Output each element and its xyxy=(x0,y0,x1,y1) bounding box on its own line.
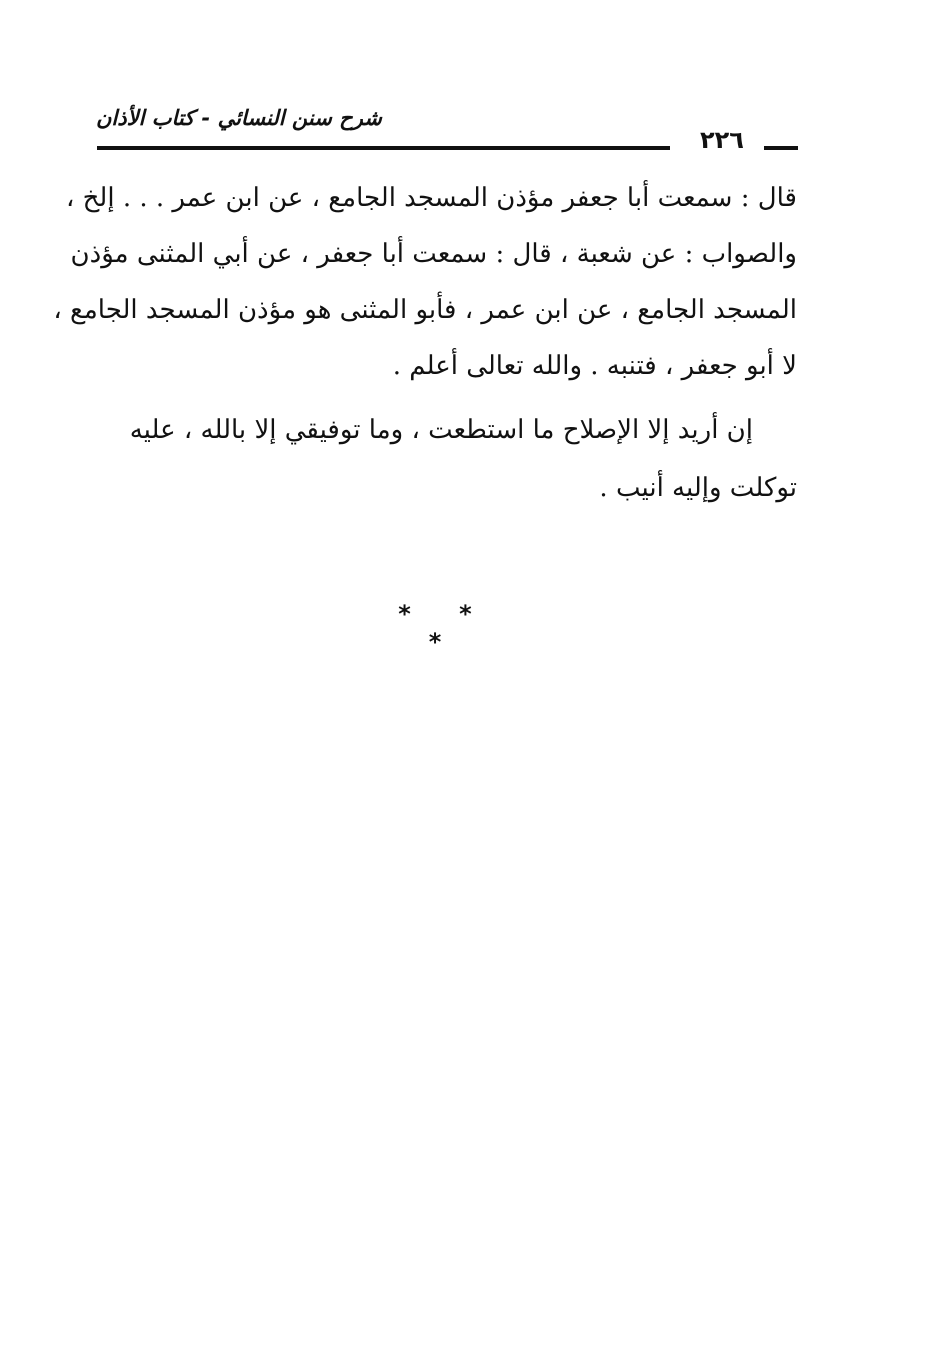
paragraph-line: والصواب : عن شعبة ، قال : سمعت أبا جعفر ، عن أبي المثنى مؤذن xyxy=(70,239,797,269)
paragraph-line: المسجد الجامع ، عن ابن عمر ، فأبو المثنى هو مؤذن المسجد الجامع ، xyxy=(53,295,797,325)
section-separator: * * * xyxy=(398,600,492,656)
paragraph-line: إن أريد إلا الإصلاح ما استطعت ، وما توفيقي إلا بالله ، عليه xyxy=(129,415,753,445)
running-title: شرح سنن النسائي - كتاب الأذان xyxy=(96,106,382,130)
paragraph-line: توكلت وإليه أنيب . xyxy=(599,473,797,503)
paragraph-line: قال : سمعت أبا جعفر مؤذن المسجد الجامع ، عن ابن عمر . . . إلخ ، xyxy=(65,183,797,213)
paragraph-1 xyxy=(53,178,797,381)
page-number: ٢٢٦ xyxy=(700,126,744,154)
header-rule xyxy=(97,146,670,150)
page-number-dash xyxy=(764,146,798,150)
paragraph-line: لا أبو جعفر ، فتنبه . والله تعالى أعلم . xyxy=(392,351,797,381)
paragraph-2 xyxy=(97,410,797,510)
